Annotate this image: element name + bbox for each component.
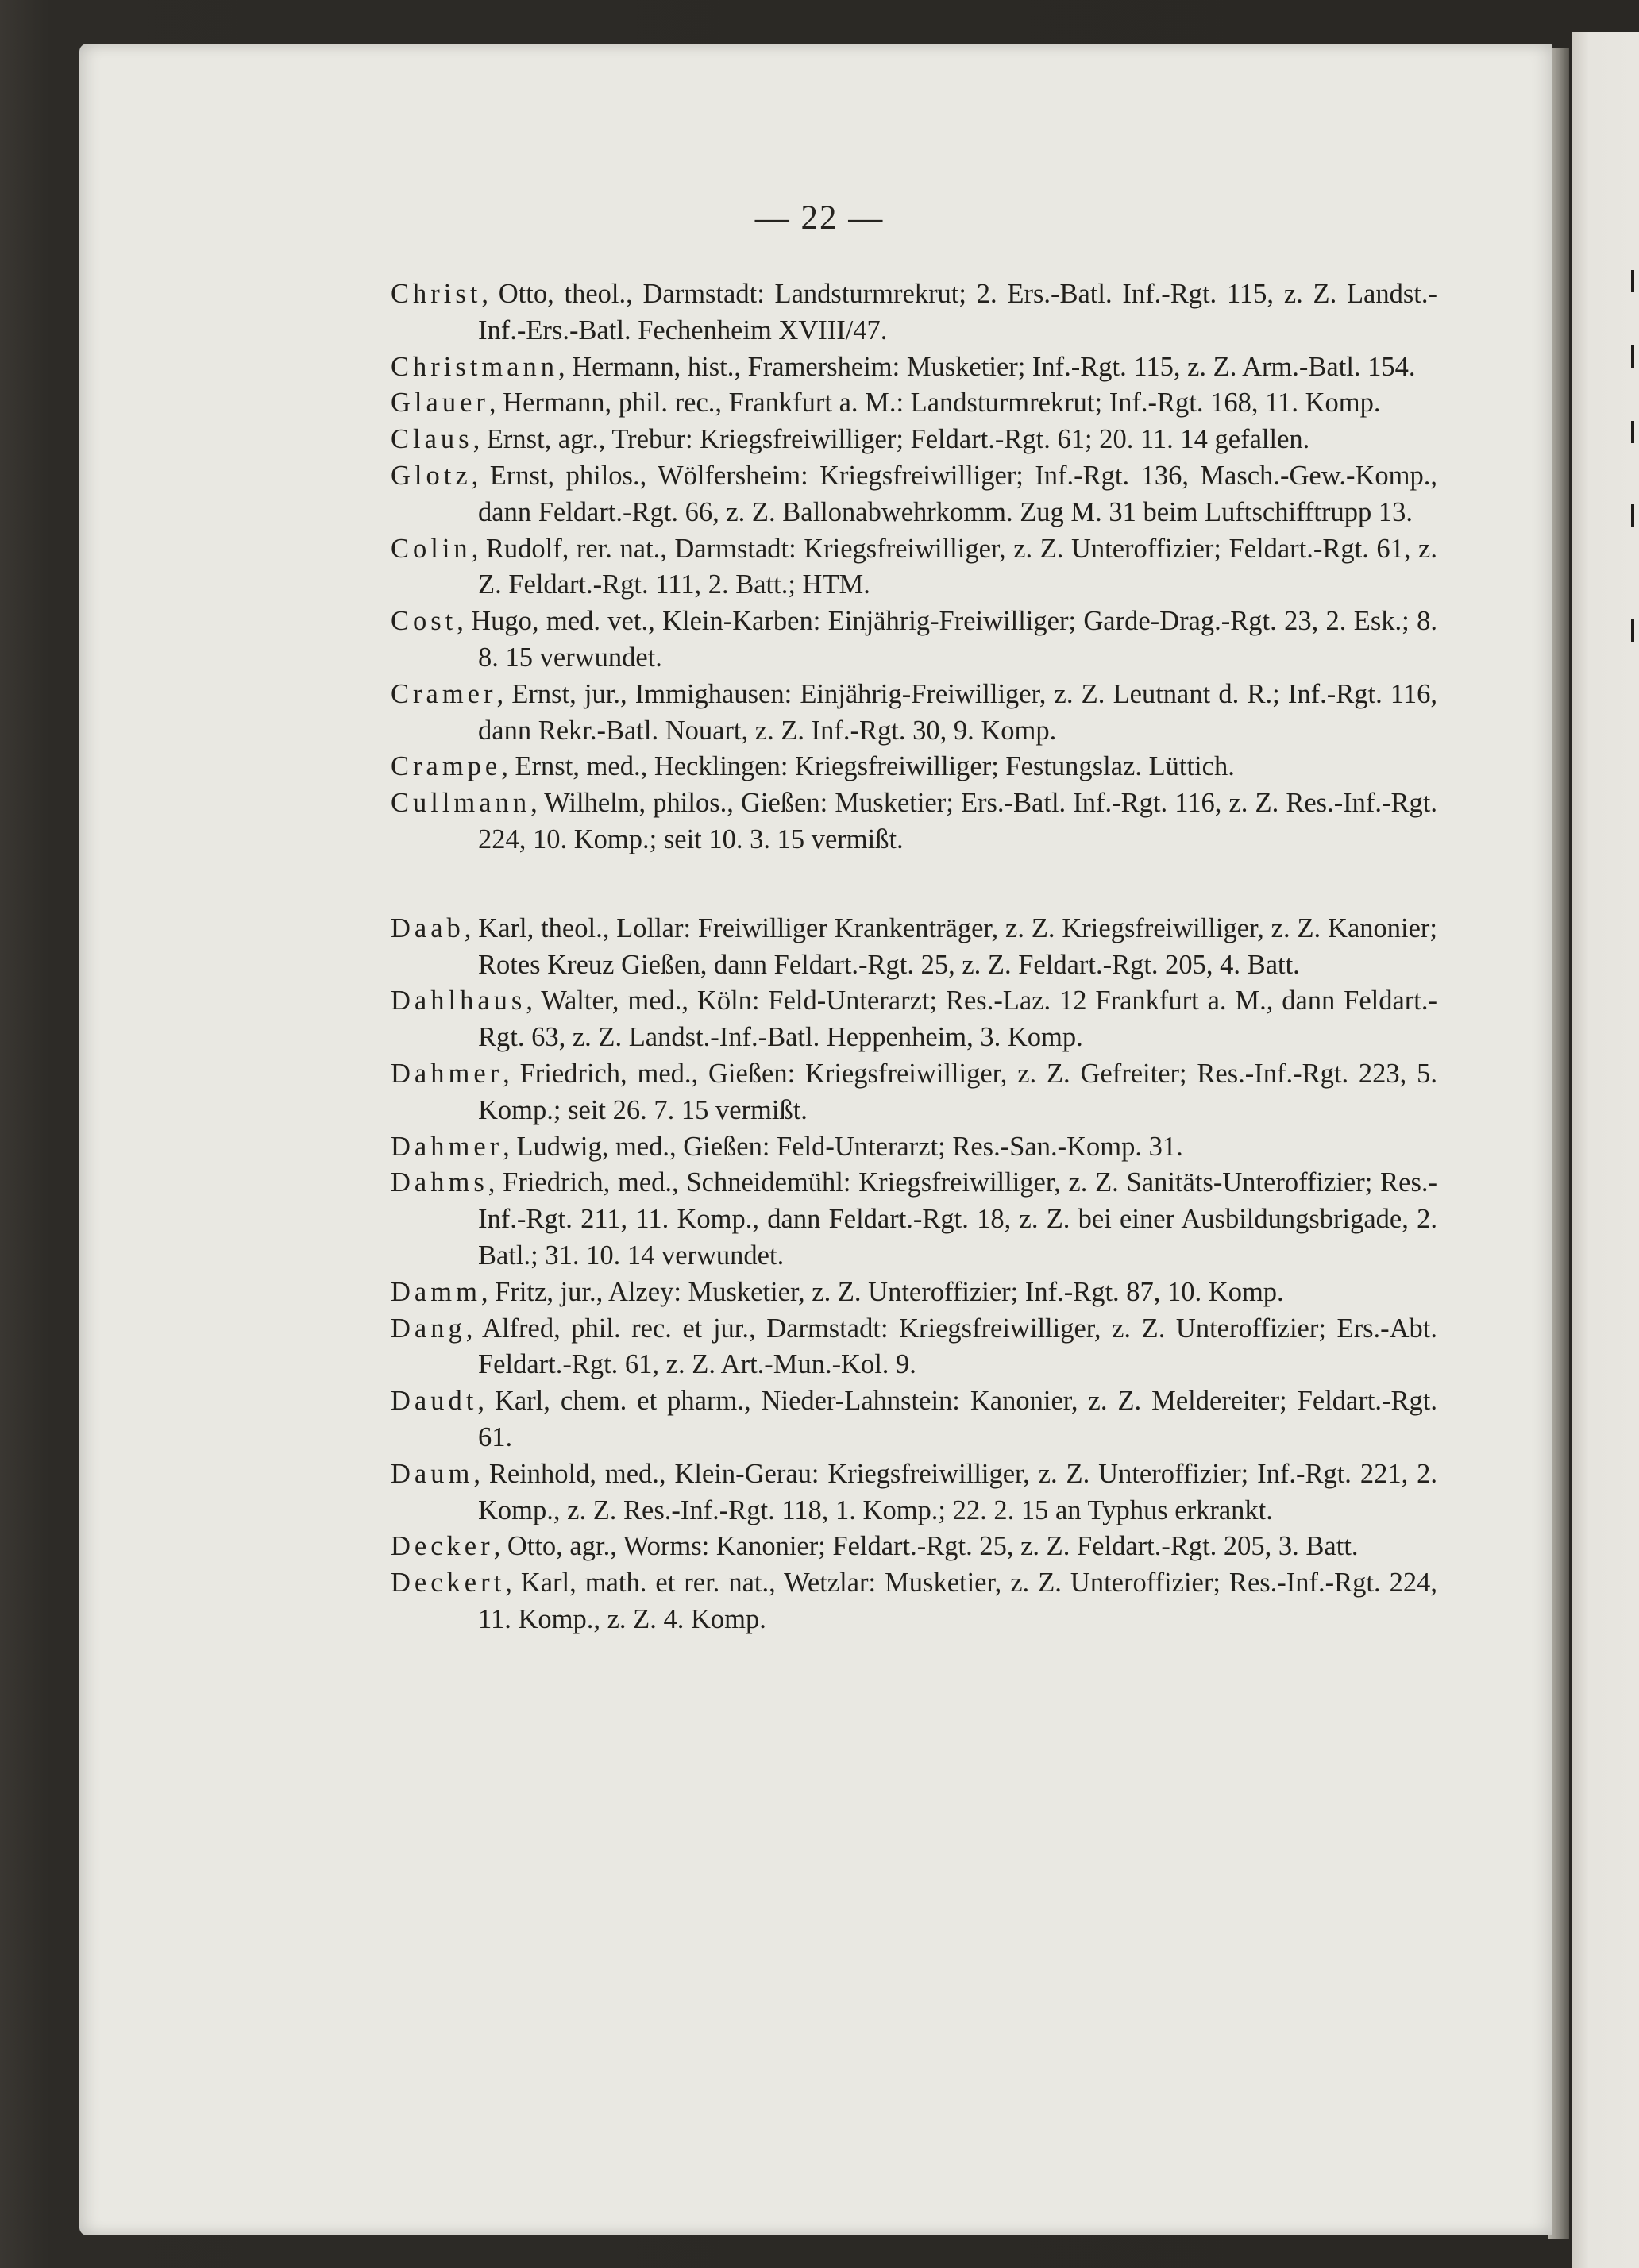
register-entry (391, 749, 1437, 785)
entry-details: , Otto, agr., Worms: Kanonier; Feldart.-Rgt. 25, z. Z. Feldart.-Rgt. 205, 3. Batt. (493, 1531, 1359, 1562)
entry-details: , Ernst, agr., Trebur: Kriegsfreiwilliger; Feldart.-Rgt. 61; 20. 11. 14 gefallen. (472, 424, 1310, 455)
entry-surname: Daab (391, 912, 465, 943)
entry-surname: Cullmann (391, 788, 531, 819)
adjacent-page-mark (1631, 345, 1634, 368)
register-entry (391, 1456, 1437, 1529)
register-entry (391, 1529, 1437, 1565)
entry-surname: Colin (391, 533, 472, 564)
entry-details: , Ludwig, med., Gießen: Feld-Unterarzt; Res.-San.-Komp. 31. (503, 1131, 1183, 1162)
entry-surname: Christmann (391, 351, 558, 382)
entry-details: , Friedrich, med., Gießen: Kriegsfreiwilliger, z. Z. Gefreiter; Res.-Inf.-Rgt. 223, 5. Komp.; seit 26. 7. 15 vermißt. (478, 1058, 1437, 1125)
entry-details: , Ernst, jur., Immighausen: Einjährig-Freiwilliger, z. Z. Leutnant d. R.; Inf.-Rgt. 116, dann Rekr.-Batl. Nouart, z. Z. Inf.-Rgt. 30, 9. Komp. (478, 678, 1437, 746)
register-entry (391, 604, 1437, 677)
section-d (391, 911, 1437, 1638)
entry-surname: Glauer (391, 388, 489, 418)
register-entry (391, 1129, 1437, 1166)
register-entry (391, 983, 1437, 1056)
adjacent-page-mark (1631, 421, 1634, 443)
entry-surname: Decker (391, 1531, 494, 1562)
entry-surname: Glotz (391, 460, 472, 491)
entry-details: , Alfred, phil. rec. et jur., Darmstadt: Kriegsfreiwilliger, z. Z. Unteroffizier; Ers.-Abt. Feldart.-Rgt. 61, z. Z. Art.-Mun.-Kol. 9. (465, 1313, 1437, 1380)
entry-details: , Karl, math. et rer. nat., Wetzlar: Musketier, z. Z. Unteroffizier; Res.-Inf.-Rgt. 224, 11. Komp., z. Z. 4. Komp. (478, 1568, 1437, 1634)
register-entry (391, 422, 1437, 458)
entry-details: , Karl, theol., Lollar: Freiwilliger Krankenträger, z. Z. Kriegsfreiwilliger, z. Z. Kanonier; Rotes Kreuz Gießen, dann Feldart.-Rgt. 25, z. Z. Feldart.-Rgt. 205, 4. Batt. (464, 912, 1437, 980)
register-entry (391, 276, 1437, 349)
entry-surname: Cost (391, 606, 457, 637)
register-entry (391, 385, 1437, 422)
adjacent-page-mark (1631, 504, 1634, 526)
register-entries (391, 276, 1437, 1638)
entry-surname: Christ (391, 279, 482, 309)
entry-surname: Dahms (391, 1167, 488, 1198)
entry-surname: Daum (391, 1458, 474, 1489)
register-entry (391, 1311, 1437, 1384)
entry-details: , Otto, theol., Darmstadt: Landsturmrekrut; 2. Ers.-Batl. Inf.-Rgt. 115, z. Z. Landst.-Inf.-Ers.-Batl. Fechenheim XVIII/47. (478, 279, 1437, 345)
section-gap (391, 858, 1437, 911)
register-entry (391, 1275, 1437, 1311)
register-entry (391, 458, 1437, 531)
entry-surname: Dahmer (391, 1131, 503, 1162)
register-entry (391, 785, 1437, 858)
section-c (391, 276, 1437, 858)
entry-details: , Karl, chem. et pharm., Nieder-Lahnstein: Kanonier, z. Z. Meldereiter; Feldart.-Rgt. 61. (477, 1386, 1437, 1452)
register-entry (391, 1165, 1437, 1274)
register-entry (391, 677, 1437, 750)
adjacent-page-mark (1631, 619, 1634, 642)
register-entry (391, 531, 1437, 604)
entry-details: , Rudolf, rer. nat., Darmstadt: Kriegsfreiwilliger, z. Z. Unteroffizier; Feldart.-Rgt. 61, z. Z. Feldart.-Rgt. 111, 2. Batt.; HTM. (471, 533, 1437, 600)
adjacent-page-mark (1631, 270, 1634, 292)
entry-details: , Fritz, jur., Alzey: Musketier, z. Z. Unteroffizier; Inf.-Rgt. 87, 10. Komp. (480, 1276, 1284, 1307)
entry-details: , Friedrich, med., Schneidemühl: Kriegsfreiwilliger, z. Z. Sanitäts-Unteroffizier; Res.-Inf.-Rgt. 211, 11. Komp., dann Feldart.-Rgt. 18, z. Z. bei einer Ausbildungsbrigade, 2. Batl.; 31. 10. 14 verwundet. (478, 1167, 1437, 1271)
entry-details: , Ernst, philos., Wölfersheim: Kriegsfreiwilliger; Inf.-Rgt. 136, Masch.-Gew.-Komp., dann Feldart.-Rgt. 66, z. Z. Ballonabwehrkomm. Zug M. 31 beim Luftschifftrupp 13. (471, 460, 1437, 527)
page-number: — 22 — (754, 199, 885, 237)
register-entry (391, 1056, 1437, 1129)
entry-surname: Daudt (391, 1386, 478, 1417)
entry-surname: Crampe (391, 751, 502, 782)
entry-details: , Hugo, med. vet., Klein-Karben: Einjährig-Freiwilliger; Garde-Drag.-Rgt. 23, 2. Esk.; 8. 8. 15 verwundet. (457, 606, 1437, 673)
entry-details: , Ernst, med., Hecklingen: Kriegsfreiwilliger; Festungslaz. Lüttich. (501, 751, 1235, 782)
entry-details: , Wilhelm, philos., Gießen: Musketier; Ers.-Batl. Inf.-Rgt. 116, z. Z. Res.-Inf.-Rgt. 224, 10. Komp.; seit 10. 3. 15 vermißt. (478, 788, 1437, 854)
entry-surname: Dahmer (391, 1058, 503, 1089)
entry-surname: Damm (391, 1276, 481, 1307)
adjacent-page-edge (1572, 32, 1639, 2268)
entry-surname: Claus (391, 424, 473, 455)
entry-details: , Hermann, hist., Framersheim: Musketier; Inf.-Rgt. 115, z. Z. Arm.-Batl. 154. (558, 351, 1416, 382)
entry-surname: Dahlhaus (391, 986, 526, 1016)
entry-surname: Cramer (391, 678, 497, 709)
entry-surname: Deckert (391, 1568, 506, 1599)
register-entry (391, 349, 1437, 386)
entry-details: , Reinhold, med., Klein-Gerau: Kriegsfreiwilliger, z. Z. Unteroffizier; Inf.-Rgt. 221, 2. Komp., z. Z. Res.-Inf.-Rgt. 118, 1. Komp.; 22. 2. 15 an Typhus erkrankt. (473, 1458, 1437, 1526)
register-entry (391, 1565, 1437, 1638)
entry-surname: Dang (391, 1313, 466, 1344)
register-entry (391, 911, 1437, 984)
entry-details: , Walter, med., Köln: Feld-Unterarzt; Res.-Laz. 12 Frankfurt a. M., dann Feldart.-Rgt. 63, z. Z. Landst.-Inf.-Batl. Heppenheim, 3. Komp. (478, 986, 1437, 1053)
register-entry (391, 1383, 1437, 1456)
entry-details: , Hermann, phil. rec., Frankfurt a. M.: Landsturmrekrut; Inf.-Rgt. 168, 11. Komp. (488, 388, 1381, 418)
